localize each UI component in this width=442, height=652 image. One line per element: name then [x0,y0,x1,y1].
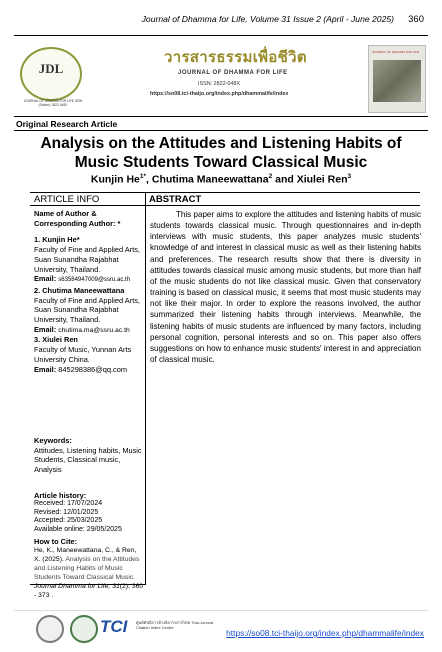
email-label: Email: [34,364,57,374]
author1-name: 1. Kunjin He* [34,235,80,245]
article-info-heading: ARTICLE INFO [34,194,100,205]
cover-title: JOURNAL OF DHAMMA FOR LIFE [372,50,420,54]
author2-affiliation: Faculty of Fine and Applied Arts, Suan Sunandha Rajabhat University, Thailand. [34,295,140,325]
article-title-line2: Music Students Toward Classical Music [74,154,368,171]
thai-journal-title: วารสารธรรมเพื่อชีวิต [164,49,307,66]
author3-email[interactable]: 845298386@qq.com [58,364,127,374]
author-line [20,173,422,186]
article-info [34,209,144,374]
info-box-top-rule [30,192,420,193]
page-number: 360 [408,14,424,25]
tci-seal-icon [70,615,98,643]
journal-banner [14,41,428,116]
author-2-mark: 2 [268,173,273,180]
keywords: Attitudes, Listening habits, Music Students, Classical music, Analysis [34,445,142,475]
tci-logo-text: TCI [100,617,128,636]
author-1: Kunjin He [90,173,140,186]
author-3: Xiulei Ren [296,173,348,186]
keywords-heading: Keywords: [34,436,72,445]
author3-email-line [34,365,144,375]
article-history [34,492,144,534]
column-divider [145,192,146,584]
jdl-logo-text: JDL [38,61,64,76]
author2-name: 2. Chutima Maneewattana [34,285,125,295]
citation [34,546,144,600]
article-title-line1: Analysis on the Attitudes and Listening Habits of [40,135,402,152]
jdl-logo-caption: JOURNAL OF DHAMMA FOR LIFE ISSN (Online): 2822-048X [23,99,83,107]
cover-picture [373,60,421,102]
email-label: Email: [34,324,57,334]
abstract-heading: ABSTRACT [149,194,202,205]
available-date: Available online: 29/05/2025 [34,525,122,533]
info-box-heading-rule [30,205,420,206]
journal-running-title: Journal of Dhamma for Life, Volume 31 Issue 2 (April - June 2025) [141,14,394,24]
author-2: Chutima Maneewattana [151,173,269,186]
article-type: Original Research Article [16,119,118,129]
corresponding-author-heading: Name of Author & Corresponding Author: * [34,209,121,228]
author3-affiliation: Faculty of Music, Yunnan Arts University China. [34,345,132,364]
abstract-text: This paper aims to explore the attitudes and listening habits of music students towards classical music. Through questionnaires and in-depth interviews with music students, this paper analyzes music students' knowledge of and interest in classical music as well as their listening habits and preferences. The research results show that there is diversity in attitudes towards classical music among music students, but more than half of the music students do not like classical music. Given that conservatory training is based on classical music, it seems that most music students may not like their major. In order to explore the reasons involved, the author summarized their listening habits through interviews. Meanwhile, the listening habits of music students are influenced by many factors, including personal cognition, personal interests and so on. This paper also offers suggestions on how to enhance music students' interest in and appreciation of classical music. [150,210,421,365]
article-title [20,134,422,172]
running-head [0,14,442,30]
history-heading: Article history: [34,491,87,500]
banner-rule [14,116,428,117]
email-label: Email: [34,274,57,284]
header-rule [14,35,428,36]
author-3-mark: 3 [347,173,352,180]
author2-email[interactable]: chutima.ma@ssru.ac.th [58,326,130,334]
english-journal-title: JOURNAL OF DHAMMA FOR LIFE [178,70,288,76]
cite-pages: (2), 360 - 373 . [34,583,144,599]
cite-title: Analysis on the Attitudes and Listening Habits of Music Students Toward Classical Music. [34,556,140,581]
issn: ISSN: 2822-048X [198,81,240,87]
author-1-mark: 1* [139,173,147,180]
author1-affiliation: Faculty of Fine and Applied Arts, Suan Sunandha Rajabhat University, Thailand. [34,245,140,274]
footer-rule [14,610,428,611]
seal-icon [36,615,64,643]
author-separator: , [146,173,152,186]
article-type-rule [14,130,428,131]
abstract [150,209,421,365]
author1-email[interactable]: s63584947009@ssru.ac.th [58,277,131,284]
footer-journal-link[interactable]: https://so08.tci-thaijo.org/index.php/dhammalife/index [226,628,424,638]
tci-caption: ศูนย์ดัชนีการอ้างอิงวารสารไทย Thai-Journal Citation Index Centre [136,620,214,630]
cite-journal: Journal Dhamma for Life, 31 [34,583,120,590]
keywords-block [34,436,144,475]
author3-name: 3. Xiulei Ren [34,335,78,345]
author-separator: and [272,173,297,186]
banner-url[interactable]: https://so08.tci-thaijo.org/index.php/dhammalife/index [150,91,289,97]
revised-date: Revised: 12/01/2025 [34,508,99,516]
cite-heading: How to Cite: [34,537,78,546]
how-to-cite [34,537,144,600]
journal-cover-image [368,45,426,113]
author2-email-line [34,325,144,336]
author1-email-line [34,274,144,286]
accepted-date: Accepted: 25/03/2025 [34,517,103,525]
jdl-logo [20,47,82,101]
tci-logo [36,615,216,641]
received-date: Received: 17/07/2024 [34,500,103,508]
cite-authors: He, K., Maneewattana, C., & Ren, X. (2025). [34,547,137,563]
